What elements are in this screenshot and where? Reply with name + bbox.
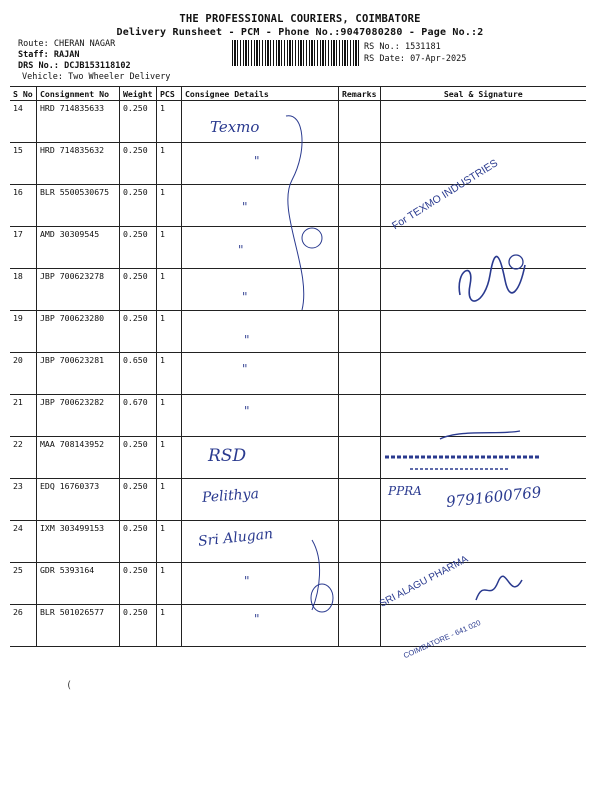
route-value: CHERAN NAGAR xyxy=(53,39,116,49)
vehicle-line: Vehicle: Two Wheeler Delivery xyxy=(22,72,171,82)
col-weight: Weight xyxy=(120,87,157,101)
rs-no-line: RS No.: 1531181 xyxy=(364,42,441,52)
col-pcs: PCS xyxy=(157,87,182,101)
cell-sno: 20 xyxy=(10,353,37,395)
cell-sno: 19 xyxy=(10,311,37,353)
rs-date-line: RS Date: 07-Apr-2025 xyxy=(364,54,467,64)
cell-weight: 0.650 xyxy=(120,353,157,395)
cell-pcs: 1 xyxy=(157,605,182,647)
handwriting-r20: " xyxy=(242,362,248,376)
col-remarks: Remarks xyxy=(339,87,381,101)
cell-signature xyxy=(380,353,586,395)
document-title: THE PROFESSIONAL COURIERS, COIMBATORE xyxy=(179,13,421,25)
cell-sno: 15 xyxy=(10,143,37,185)
cell-sno: 14 xyxy=(10,101,37,143)
cell-sno: 23 xyxy=(10,479,37,521)
handwriting-r21: " xyxy=(244,404,250,418)
cell-consignment: BLR 5500530675 xyxy=(37,185,120,227)
cell-weight: 0.250 xyxy=(120,269,157,311)
cell-consignment: GDR 5393164 xyxy=(37,563,120,605)
staff-value: RAJAN xyxy=(53,50,80,60)
cell-consignment: JBP 700623282 xyxy=(37,395,120,437)
cell-weight: 0.670 xyxy=(120,395,157,437)
cell-remarks xyxy=(339,605,381,647)
cell-remarks xyxy=(339,353,381,395)
cell-consignment: HRD 714835633 xyxy=(37,101,120,143)
cell-signature xyxy=(380,605,586,647)
cell-remarks xyxy=(339,311,381,353)
cell-pcs: 1 xyxy=(157,143,182,185)
staff-line: Staff: RAJAN xyxy=(18,50,80,60)
cell-sno: 26 xyxy=(10,605,37,647)
texmo-signature xyxy=(440,250,530,310)
handwriting-r17: " xyxy=(238,243,244,257)
handwriting-r25: " xyxy=(244,574,250,588)
cell-weight: 0.250 xyxy=(120,101,157,143)
ditto-bracket xyxy=(282,110,342,640)
cell-consignment: EDQ 16760373 xyxy=(37,479,120,521)
handwriting-r18: " xyxy=(242,290,248,304)
handwriting-r24: Sri Alugan xyxy=(197,526,274,550)
cell-weight: 0.250 xyxy=(120,227,157,269)
cell-pcs: 1 xyxy=(157,185,182,227)
cell-consignment: JBP 700623281 xyxy=(37,353,120,395)
texmo-stamp: For TEXMO INDUSTRIES xyxy=(390,157,501,233)
cell-remarks xyxy=(339,437,381,479)
cell-weight: 0.250 xyxy=(120,437,157,479)
cell-consignment: HRD 714835632 xyxy=(37,143,120,185)
cell-remarks xyxy=(339,101,381,143)
cell-consignment: AMD 30309545 xyxy=(37,227,120,269)
pharma-signature xyxy=(470,572,530,608)
cell-weight: 0.250 xyxy=(120,605,157,647)
drs-value: DCJB153118102 xyxy=(64,61,131,71)
cell-sno: 16 xyxy=(10,185,37,227)
cell-pcs: 1 xyxy=(157,353,182,395)
cell-pcs: 1 xyxy=(157,437,182,479)
col-consignment: Consignment No xyxy=(37,87,120,101)
cell-weight: 0.250 xyxy=(120,521,157,563)
cell-pcs: 1 xyxy=(157,269,182,311)
cell-pcs: 1 xyxy=(157,479,182,521)
cell-sno: 17 xyxy=(10,227,37,269)
cell-sno: 24 xyxy=(10,521,37,563)
cell-consignment: JBP 700623278 xyxy=(37,269,120,311)
handwriting-r14: Texmo xyxy=(210,118,260,136)
handwriting-r15: " xyxy=(254,154,260,168)
handwriting-r23: Pelithya xyxy=(201,486,260,506)
table-header-row xyxy=(10,87,586,101)
cell-signature xyxy=(380,101,586,143)
handwriting-r19: " xyxy=(244,333,250,347)
cell-sno: 25 xyxy=(10,563,37,605)
handwriting-prefix: PPRA xyxy=(388,484,422,498)
col-sno: S No xyxy=(10,87,37,101)
cell-weight: 0.250 xyxy=(120,185,157,227)
cell-pcs: 1 xyxy=(157,101,182,143)
cell-pcs: 1 xyxy=(157,521,182,563)
cell-weight: 0.250 xyxy=(120,563,157,605)
cell-remarks xyxy=(339,479,381,521)
cell-sno: 21 xyxy=(10,395,37,437)
cell-signature xyxy=(380,311,586,353)
cell-pcs: 1 xyxy=(157,227,182,269)
cell-consignment: BLR 501026577 xyxy=(37,605,120,647)
barcode xyxy=(232,40,360,66)
cell-pcs: 1 xyxy=(157,563,182,605)
cell-remarks xyxy=(339,143,381,185)
rs-no-value: 1531181 xyxy=(404,42,441,52)
cell-signature xyxy=(380,521,586,563)
cell-weight: 0.250 xyxy=(120,311,157,353)
cell-consignment: JBP 700623280 xyxy=(37,311,120,353)
handwriting-r26: " xyxy=(254,612,260,626)
drs-line: DRS No.: DCJB153118102 xyxy=(18,61,131,71)
cell-remarks xyxy=(339,395,381,437)
cell-remarks xyxy=(339,185,381,227)
vehicle-value: Two Wheeler Delivery xyxy=(68,72,171,82)
handwriting-r22: RSD xyxy=(208,446,247,466)
cell-weight: 0.250 xyxy=(120,143,157,185)
cell-pcs: 1 xyxy=(157,311,182,353)
handwriting-r16: " xyxy=(242,200,248,214)
cell-consignment: MAA 708143952 xyxy=(37,437,120,479)
cell-weight: 0.250 xyxy=(120,479,157,521)
cell-sno: 22 xyxy=(10,437,37,479)
cell-sno: 18 xyxy=(10,269,37,311)
route-line: Route: CHERAN NAGAR xyxy=(18,39,116,49)
cell-pcs: 1 xyxy=(157,395,182,437)
handwriting-phone: 9791600769 xyxy=(445,483,543,511)
col-signature: Seal & Signature xyxy=(380,87,586,101)
cell-remarks xyxy=(339,269,381,311)
cell-consignment: IXM 303499153 xyxy=(37,521,120,563)
stray-mark: ( xyxy=(66,680,73,691)
col-consignee: Consignee Details xyxy=(182,87,339,101)
rsd-stamp xyxy=(380,425,580,475)
pharma-stamp-city: COIMBATORE - 641 020 xyxy=(402,618,482,661)
rs-date-value: 07-Apr-2025 xyxy=(410,54,467,64)
document-subtitle: Delivery Runsheet - PCM - Phone No.:9047080280 - Page No.:2 xyxy=(116,27,484,38)
pharma-stamp: SRI ALAGU PHARMA xyxy=(378,553,471,610)
cell-remarks xyxy=(339,227,381,269)
cell-remarks xyxy=(339,563,381,605)
cell-remarks xyxy=(339,521,381,563)
